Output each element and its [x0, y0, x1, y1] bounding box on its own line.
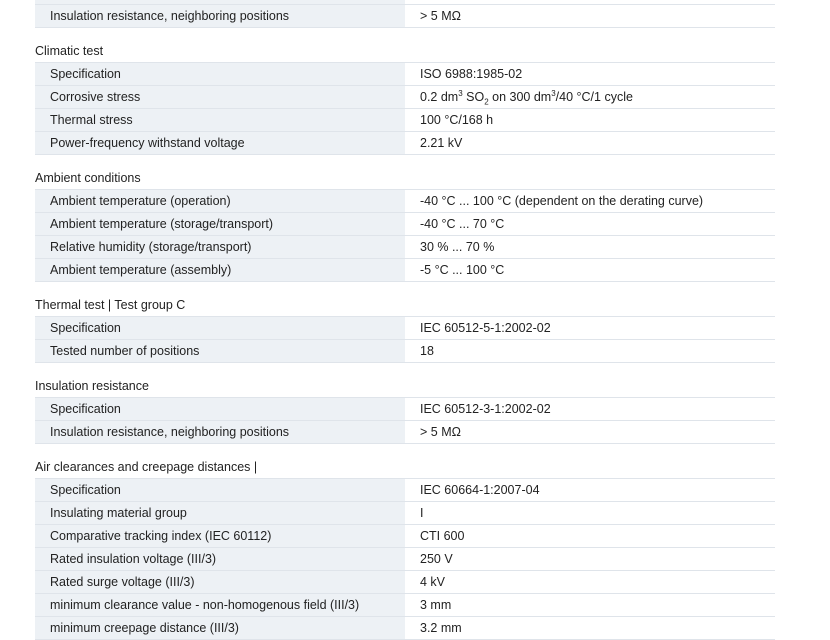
- spec-label: Insulation resistance, neighboring positions: [35, 5, 405, 27]
- spec-row: [35, 502, 775, 525]
- spec-label: Corrosive stress: [35, 86, 405, 108]
- spec-label: minimum creepage distance (III/3): [35, 617, 405, 639]
- spec-row: [35, 548, 775, 571]
- spec-label: Insulation resistance, neighboring positions: [35, 421, 405, 443]
- spec-label: Specification: [35, 479, 405, 501]
- spec-row: [35, 316, 775, 340]
- spec-value: > 5 MΩ: [405, 421, 775, 443]
- value-part: 3: [551, 88, 556, 98]
- spec-label: Relative humidity (storage/transport): [35, 236, 405, 258]
- spec-value: 4 kV: [405, 571, 775, 593]
- spec-label: Specification: [35, 63, 405, 85]
- spec-label: Power-frequency withstand voltage: [35, 132, 405, 154]
- spec-section: [35, 444, 775, 640]
- spec-label: Tested number of positions: [35, 340, 405, 362]
- spec-label: Rated surge voltage (III/3): [35, 571, 405, 593]
- spec-value: -40 °C ... 100 °C (dependent on the derating curve): [405, 190, 775, 212]
- spec-label: Rated insulation voltage (III/3): [35, 548, 405, 570]
- spec-row: [35, 571, 775, 594]
- spec-label: [35, 0, 405, 4]
- spec-row: [35, 525, 775, 548]
- spec-row: [35, 62, 775, 86]
- spec-row: [35, 236, 775, 259]
- value-part: 3: [458, 88, 463, 98]
- spec-value: -40 °C ... 70 °C: [405, 213, 775, 235]
- spec-row: [35, 478, 775, 502]
- spec-label: Specification: [35, 398, 405, 420]
- spec-row: [35, 189, 775, 213]
- spec-section: [35, 282, 775, 363]
- spec-row: [35, 213, 775, 236]
- spec-section: [35, 0, 775, 28]
- spec-sheet: [35, 0, 775, 640]
- spec-value: 3.2 mm: [405, 617, 775, 639]
- spec-row: [35, 617, 775, 640]
- spec-value: CTI 600: [405, 525, 775, 547]
- value-part: 2: [484, 97, 489, 107]
- spec-value: 100 °C/168 h: [405, 109, 775, 131]
- section-title: Insulation resistance: [35, 379, 149, 393]
- spec-label: Insulating material group: [35, 502, 405, 524]
- spec-value: 30 % ... 70 %: [405, 236, 775, 258]
- section-title: Air clearances and creepage distances |: [35, 460, 258, 474]
- value-part: on 300 dm: [488, 90, 552, 104]
- value-part: SO: [462, 90, 485, 104]
- spec-label: minimum clearance value - non-homogenous field (III/3): [35, 594, 405, 616]
- spec-value: 3 mm: [405, 594, 775, 616]
- spec-row: [35, 340, 775, 363]
- spec-value: 18: [405, 340, 775, 362]
- spec-section: [35, 363, 775, 444]
- spec-value: ISO 6988:1985-02: [405, 63, 775, 85]
- spec-row: [35, 259, 775, 282]
- spec-row: [35, 594, 775, 617]
- spec-label: Ambient temperature (storage/transport): [35, 213, 405, 235]
- spec-section: [35, 28, 775, 155]
- spec-row: [35, 109, 775, 132]
- spec-value: I: [405, 502, 775, 524]
- value-part: 0.2 dm: [420, 90, 459, 104]
- spec-value: [405, 86, 775, 108]
- section-title: Climatic test: [35, 44, 104, 58]
- spec-label: Thermal stress: [35, 109, 405, 131]
- spec-row: [35, 132, 775, 155]
- spec-value: IEC 60512-3-1:2002-02: [405, 398, 775, 420]
- spec-value: IEC 60664-1:2007-04: [405, 479, 775, 501]
- spec-value: > 5 MΩ: [405, 5, 775, 27]
- spec-value: -5 °C ... 100 °C: [405, 259, 775, 281]
- section-title: Ambient conditions: [35, 171, 141, 185]
- spec-label: Comparative tracking index (IEC 60112): [35, 525, 405, 547]
- spec-label: Ambient temperature (operation): [35, 190, 405, 212]
- spec-value: [405, 0, 775, 4]
- spec-row: [35, 397, 775, 421]
- section-title: Thermal test | Test group C: [35, 298, 186, 312]
- value-part: /40 °C/1 cycle: [555, 90, 633, 104]
- spec-row: [35, 5, 775, 28]
- spec-value: 250 V: [405, 548, 775, 570]
- spec-value: IEC 60512-5-1:2002-02: [405, 317, 775, 339]
- spec-label: Specification: [35, 317, 405, 339]
- spec-value: 2.21 kV: [405, 132, 775, 154]
- spec-row: [35, 421, 775, 444]
- spec-label: Ambient temperature (assembly): [35, 259, 405, 281]
- spec-row: [35, 86, 775, 109]
- spec-section: [35, 155, 775, 282]
